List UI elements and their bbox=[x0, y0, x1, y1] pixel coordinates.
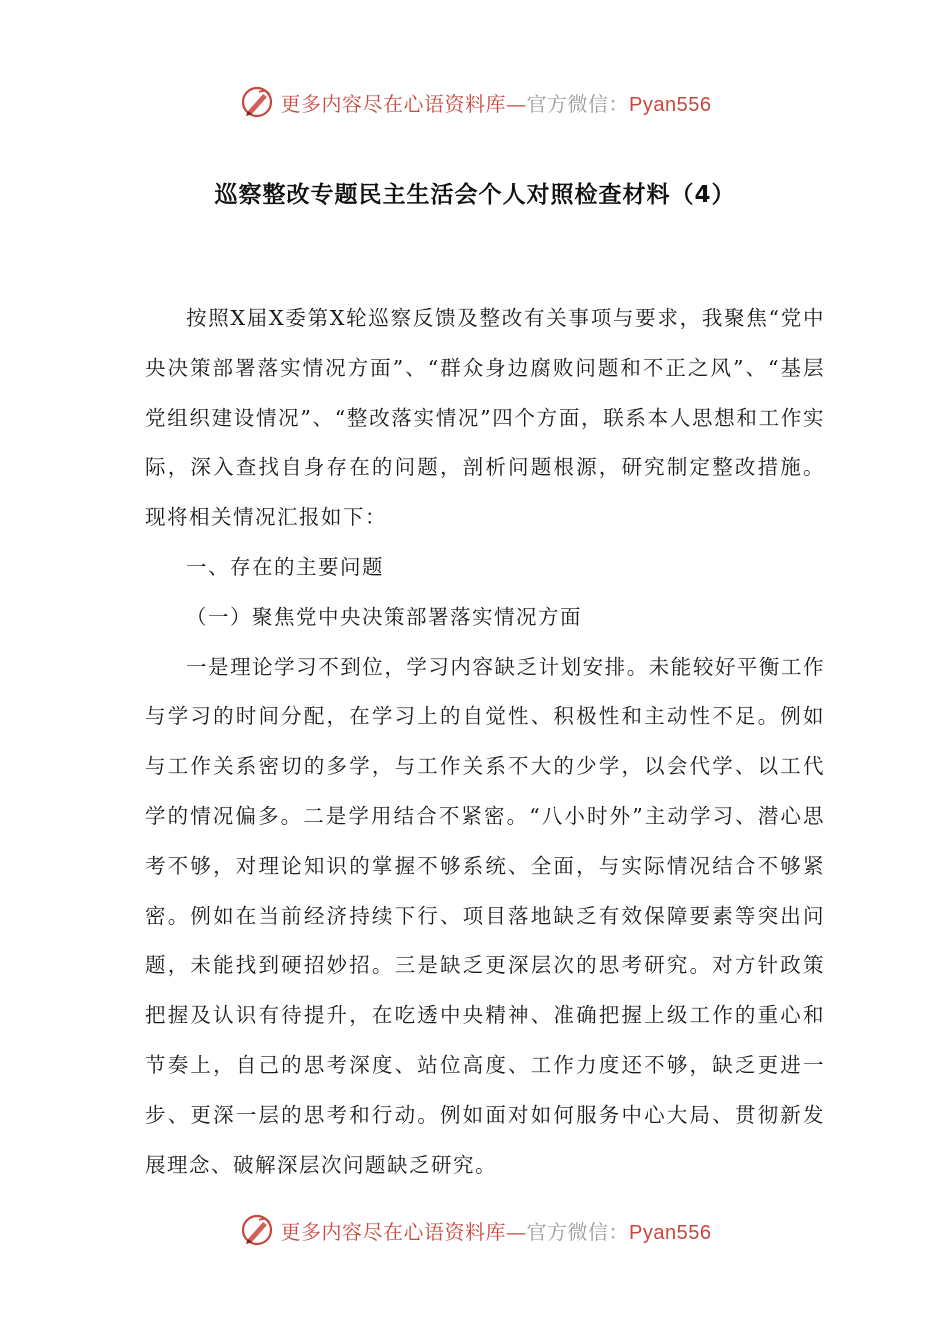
paragraph-problems: 一是理论学习不到位，学习内容缺乏计划安排。未能较好平衡工作与学习的时间分配，在学习上的自觉性、积极性和主动性不足。例如与工作关系密切的多学，与工作关系不大的少学，以会代学、以工代学的情况偏多。二是学用结合不紧密。“八小时外”主动学习、潜心思考不够，对理论知识的掌握不够系统、全面，与实际情况结合不够紧密。例如在当前经济持续下行、项目落地缺乏有效保障要素等突出问题，未能找到硬招妙招。三是缺乏更深层次的思考研究。对方针政策把握及认识有待提升，在吃透中央精神、准确把握上级工作的重心和节奏上，自己的思考深度、站位高度、工作力度还不够，缺乏更进一步、更深一层的思考和行动。例如面对如何服务中心大局、贯彻新发展理念、破解深层次问题缺乏研究。 bbox=[145, 654, 825, 1177]
watermark-text bbox=[281, 88, 712, 117]
watermark-wechat-label: 官方微信： bbox=[526, 93, 630, 116]
watermark-wechat-id: Pyan556 bbox=[629, 93, 712, 116]
document-title: 巡察整改专题民主生活会个人对照检查材料（4） bbox=[214, 182, 736, 208]
watermark-prefix: 更多内容尽在心语资料库— bbox=[280, 91, 527, 116]
watermark-wechat-id: Pyan556 bbox=[629, 1221, 712, 1244]
footer-watermark bbox=[0, 1210, 950, 1250]
watermark-wechat-label: 官方微信： bbox=[526, 1221, 630, 1244]
paragraph-intro: 按照X届X委第X轮巡察反馈及整改有关事项与要求，我聚焦“党中央决策部署落实情况方面”、“群众身边腐败问题和不正之风”、“基层党组织建设情况”、“整改落实情况”四个方面，联系本人思想和工作实际，深入查找自身存在的问题，剖析问题根源，研究制定整改措施。现将相关情况汇报如下： bbox=[145, 306, 825, 530]
pen-logo-icon bbox=[239, 84, 275, 120]
watermark-prefix: 更多内容尽在心语资料库— bbox=[280, 1219, 527, 1244]
heading-section-1: 一、存在的主要问题 bbox=[186, 554, 384, 579]
heading-subsection-1: （一）聚焦党中央决策部署落实情况方面 bbox=[186, 604, 582, 629]
header-watermark bbox=[0, 82, 950, 122]
watermark-group bbox=[239, 84, 712, 120]
watermark-group bbox=[239, 1212, 712, 1248]
pen-logo-icon bbox=[239, 1212, 275, 1248]
document-body bbox=[145, 294, 825, 1190]
watermark-text bbox=[281, 1216, 712, 1245]
